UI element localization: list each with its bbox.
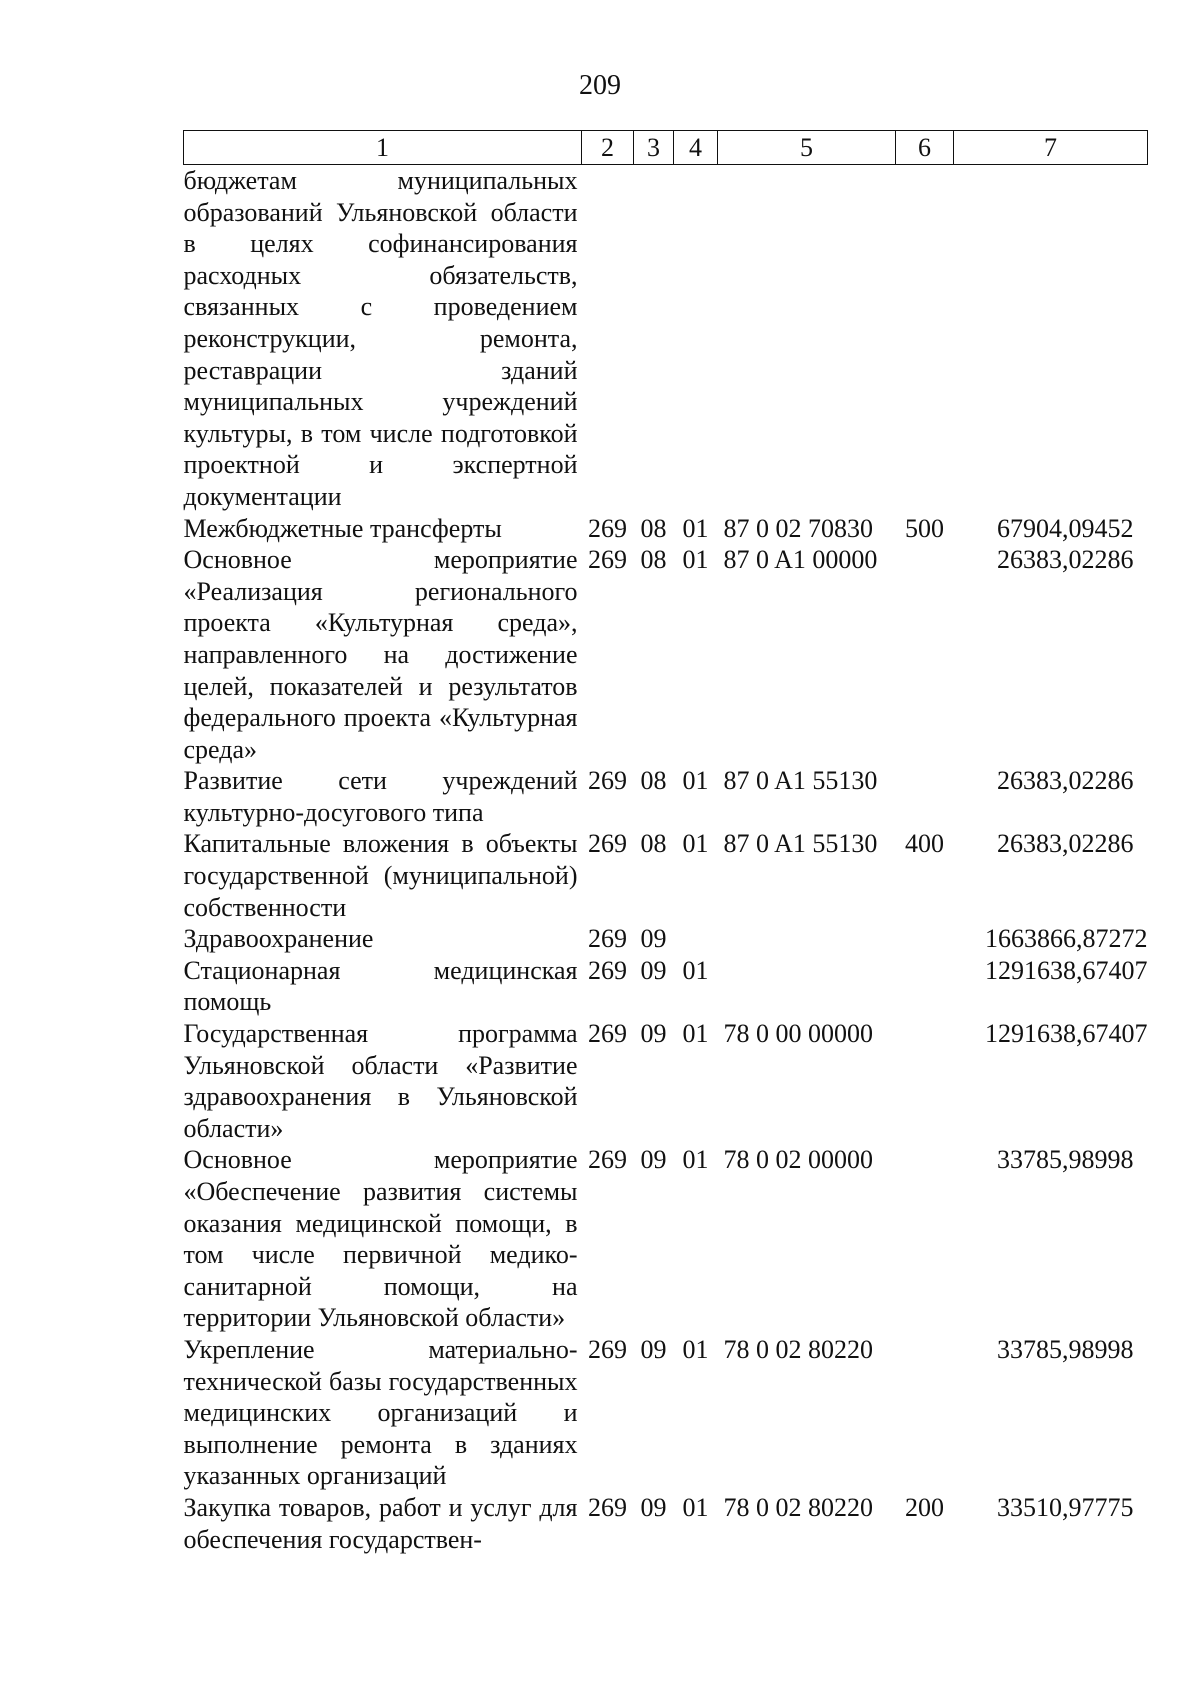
section-code: 09 xyxy=(640,1334,667,1364)
subsection-code: 01 xyxy=(682,513,709,543)
budget-table xyxy=(183,130,1148,1555)
table-row xyxy=(184,544,1148,765)
expense-type-code xyxy=(896,544,954,765)
admin-code: 269 xyxy=(588,1019,627,1049)
table-body xyxy=(184,165,1148,1556)
row-description: Основное мероприятие «Обеспечение развития системы оказания медицинской помощи, в том числе первичной медико-санитарной помощи, на территории Ульяновской области» xyxy=(183,1145,578,1333)
row-description: Стационарная медицинская помощь xyxy=(183,955,578,1017)
subsection-code: 01 xyxy=(682,955,709,985)
target-article-code: 87 0 A1 00000 xyxy=(723,545,878,575)
expense-type-code xyxy=(896,955,954,1018)
admin-code: 269 xyxy=(588,1334,627,1364)
row-description: Государственная программа Ульяновской области «Развитие здравоохранения в Ульяновской области» xyxy=(183,1019,578,1143)
expense-type-code: 200 xyxy=(905,1492,944,1522)
admin-code: 269 xyxy=(588,955,627,985)
section-code: 09 xyxy=(640,1492,667,1522)
amount xyxy=(954,165,1148,513)
header-row xyxy=(184,131,1148,165)
expense-type-code xyxy=(896,765,954,828)
section-code: 08 xyxy=(640,766,667,796)
target-article-code: 87 0 A1 55130 xyxy=(723,829,878,859)
table-row xyxy=(184,828,1148,923)
row-description: Основное мероприятие «Реализация регионального проекта «Культурная среда», направленного на достижение целей, показателей и результатов федерального проекта «Культурная среда» xyxy=(183,545,578,764)
expense-type-code xyxy=(896,1144,954,1334)
admin-code: 269 xyxy=(588,545,627,575)
subsection-code xyxy=(674,923,718,955)
subsection-code: 01 xyxy=(682,1019,709,1049)
table-row xyxy=(184,1144,1148,1334)
target-article-code: 78 0 02 80220 xyxy=(723,1334,873,1364)
target-article-code xyxy=(718,923,896,955)
column-header-1: 1 xyxy=(184,131,582,165)
expense-type-code xyxy=(896,923,954,955)
subsection-code: 01 xyxy=(682,1145,709,1175)
expense-type-code xyxy=(896,1018,954,1144)
amount: 33510,97775 xyxy=(997,1492,1134,1522)
table-header xyxy=(184,131,1148,165)
expense-type-code xyxy=(896,165,954,513)
table-row xyxy=(184,1018,1148,1144)
table-row xyxy=(184,955,1148,1018)
column-header-4: 4 xyxy=(674,131,718,165)
expense-type-code xyxy=(896,1334,954,1492)
section-code: 08 xyxy=(640,829,667,859)
admin-code: 269 xyxy=(588,924,627,954)
subsection-code: 01 xyxy=(682,545,709,575)
subsection-code: 01 xyxy=(682,1334,709,1364)
target-article-code: 78 0 02 00000 xyxy=(723,1145,873,1175)
column-header-6: 6 xyxy=(896,131,954,165)
section-code: 09 xyxy=(640,955,667,985)
target-article-code xyxy=(718,165,896,513)
section-code xyxy=(634,165,674,513)
subsection-code: 01 xyxy=(682,829,709,859)
column-header-2: 2 xyxy=(582,131,634,165)
admin-code: 269 xyxy=(588,1145,627,1175)
subsection-code: 01 xyxy=(682,1492,709,1522)
target-article-code: 78 0 02 80220 xyxy=(723,1492,873,1522)
row-description: бюджетам муниципальных образований Ульяновской области в целях софинансирования расходных обязательств, связанных с проведением реконструкции, ремонта, реставрации зданий муниципальных учреждений культуры, в том числе подготовкой проектной и экспертной документации xyxy=(183,166,578,511)
amount: 33785,98998 xyxy=(997,1334,1134,1364)
admin-code: 269 xyxy=(588,1492,627,1522)
column-header-3: 3 xyxy=(634,131,674,165)
row-description: Здравоохранение xyxy=(183,924,374,954)
section-code: 09 xyxy=(640,1019,667,1049)
page-number: 209 xyxy=(579,70,621,101)
table-row xyxy=(184,165,1148,513)
amount: 1663866,87272 xyxy=(985,924,1148,954)
table-row xyxy=(184,1334,1148,1492)
row-description: Развитие сети учреждений культурно-досугового типа xyxy=(183,766,578,827)
amount: 26383,02286 xyxy=(997,829,1134,859)
row-description: Капитальные вложения в объекты государственной (муниципальной) собственности xyxy=(183,829,578,922)
amount: 26383,02286 xyxy=(997,766,1134,796)
subsection-code xyxy=(674,165,718,513)
section-code: 08 xyxy=(640,513,667,543)
column-header-5: 5 xyxy=(718,131,896,165)
expense-type-code: 500 xyxy=(905,513,944,543)
table-row xyxy=(184,513,1148,545)
section-code: 09 xyxy=(640,1145,667,1175)
target-article-code: 87 0 02 70830 xyxy=(723,513,873,543)
amount: 1291638,67407 xyxy=(985,1019,1148,1049)
admin-code xyxy=(582,165,634,513)
row-description: Межбюджетные трансферты xyxy=(183,513,502,543)
row-description: Закупка товаров, работ и услуг для обеспечения государствен- xyxy=(183,1492,578,1554)
table-row xyxy=(184,765,1148,828)
table-row xyxy=(184,1492,1148,1555)
target-article-code: 78 0 00 00000 xyxy=(723,1019,873,1049)
amount: 1291638,67407 xyxy=(985,955,1148,985)
target-article-code xyxy=(718,955,896,1018)
column-header-7: 7 xyxy=(954,131,1148,165)
expense-type-code: 400 xyxy=(905,829,944,859)
section-code: 09 xyxy=(640,924,667,954)
section-code: 08 xyxy=(640,545,667,575)
table-row xyxy=(184,923,1148,955)
admin-code: 269 xyxy=(588,766,627,796)
admin-code: 269 xyxy=(588,829,627,859)
subsection-code: 01 xyxy=(682,766,709,796)
row-description: Укрепление материально-технической базы государственных медицинских организаций и выполнение ремонта в зданиях указанных организаций xyxy=(183,1334,578,1491)
amount: 26383,02286 xyxy=(997,545,1134,575)
amount: 67904,09452 xyxy=(997,513,1134,543)
amount: 33785,98998 xyxy=(997,1145,1134,1175)
target-article-code: 87 0 A1 55130 xyxy=(723,766,878,796)
admin-code: 269 xyxy=(588,513,627,543)
